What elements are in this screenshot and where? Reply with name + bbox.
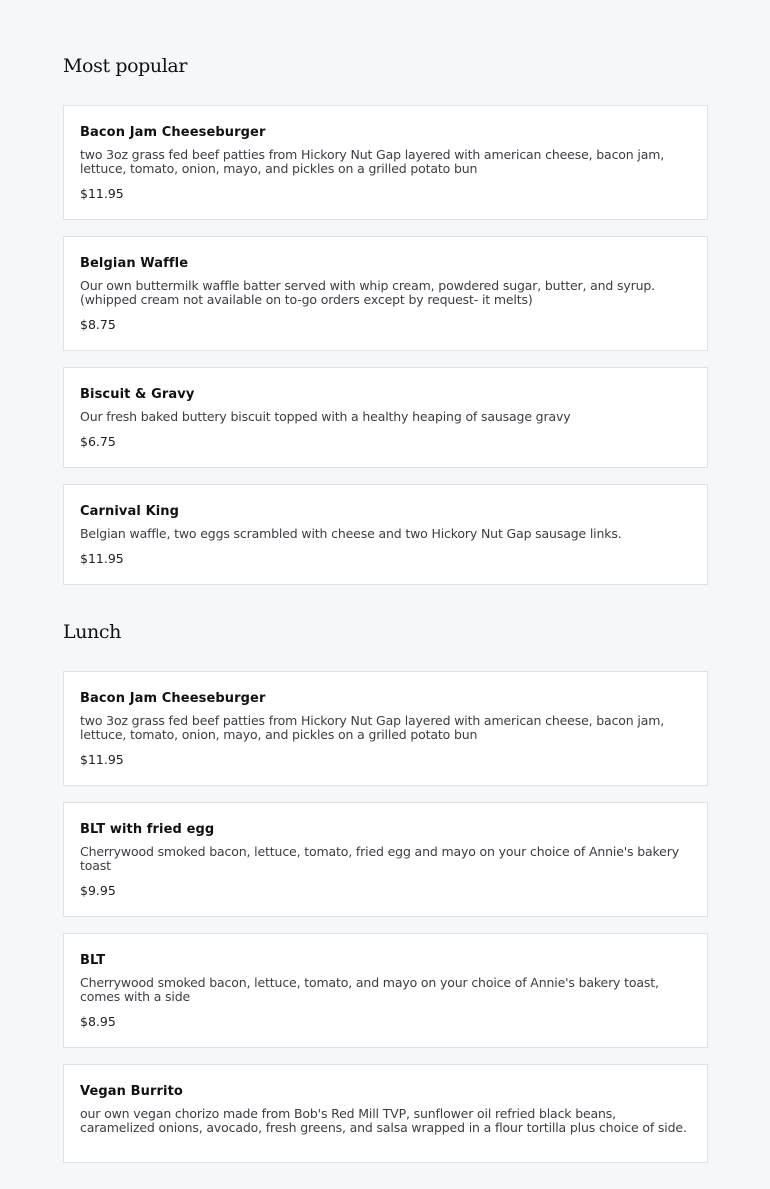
menu-item-card[interactable] [63, 933, 708, 1048]
item-name: BLT [80, 953, 106, 968]
menu-item-card[interactable] [63, 1064, 708, 1163]
item-description: two 3oz grass fed beef patties from Hickory Nut Gap layered with american cheese, bacon jam, lettuce, tomato, onion, mayo, and pickles on a grilled potato bun [80, 713, 665, 742]
section-title: Lunch [63, 621, 121, 643]
item-description: Belgian waffle, two eggs scrambled with cheese and two Hickory Nut Gap sausage links. [80, 526, 622, 541]
menu-item-card[interactable] [63, 802, 708, 917]
item-description: our own vegan chorizo made from Bob's Red Mill TVP, sunflower oil refried black beans, caramelized onions, avocado, fresh greens, and salsa wrapped in a flour tortilla plus choice of side. [80, 1106, 687, 1135]
menu-item-card[interactable] [63, 484, 708, 585]
item-price: $6.75 [80, 434, 116, 449]
item-description: Our fresh baked buttery biscuit topped with a healthy heaping of sausage gravy [80, 409, 571, 424]
item-price: $8.75 [80, 317, 116, 332]
menu-section-most-popular [63, 54, 708, 585]
menu-item-card[interactable] [63, 105, 708, 220]
menu-item-card[interactable] [63, 236, 708, 351]
item-description: Cherrywood smoked bacon, lettuce, tomato, and mayo on your choice of Annie's bakery toast, comes with a side [80, 975, 659, 1004]
menu-item-card[interactable] [63, 367, 708, 468]
item-name: BLT with fried egg [80, 822, 215, 837]
item-description: two 3oz grass fed beef patties from Hickory Nut Gap layered with american cheese, bacon jam, lettuce, tomato, onion, mayo, and pickles on a grilled potato bun [80, 147, 665, 176]
item-price: $8.95 [80, 1014, 116, 1029]
item-name: Bacon Jam Cheeseburger [80, 125, 266, 140]
item-price: $11.95 [80, 186, 124, 201]
section-title: Most popular [63, 55, 188, 77]
section-items [63, 105, 708, 585]
item-price: $11.95 [80, 551, 124, 566]
item-price: $9.95 [80, 883, 116, 898]
item-name: Belgian Waffle [80, 256, 189, 271]
menu-list [63, 0, 708, 1163]
item-name: Carnival King [80, 504, 180, 519]
item-name: Biscuit & Gravy [80, 387, 195, 402]
item-name: Vegan Burrito [80, 1084, 183, 1099]
section-items [63, 671, 708, 1163]
item-description: Cherrywood smoked bacon, lettuce, tomato, fried egg and mayo on your choice of Annie's bakery toast [80, 844, 679, 873]
item-description: Our own buttermilk waffle batter served with whip cream, powdered sugar, butter, and syrup. (whipped cream not available on to-go orders except by request- it melts) [80, 278, 655, 307]
menu-section-lunch [63, 620, 708, 1163]
item-name: Bacon Jam Cheeseburger [80, 691, 266, 706]
item-price: $11.95 [80, 752, 124, 767]
menu-item-card[interactable] [63, 671, 708, 786]
